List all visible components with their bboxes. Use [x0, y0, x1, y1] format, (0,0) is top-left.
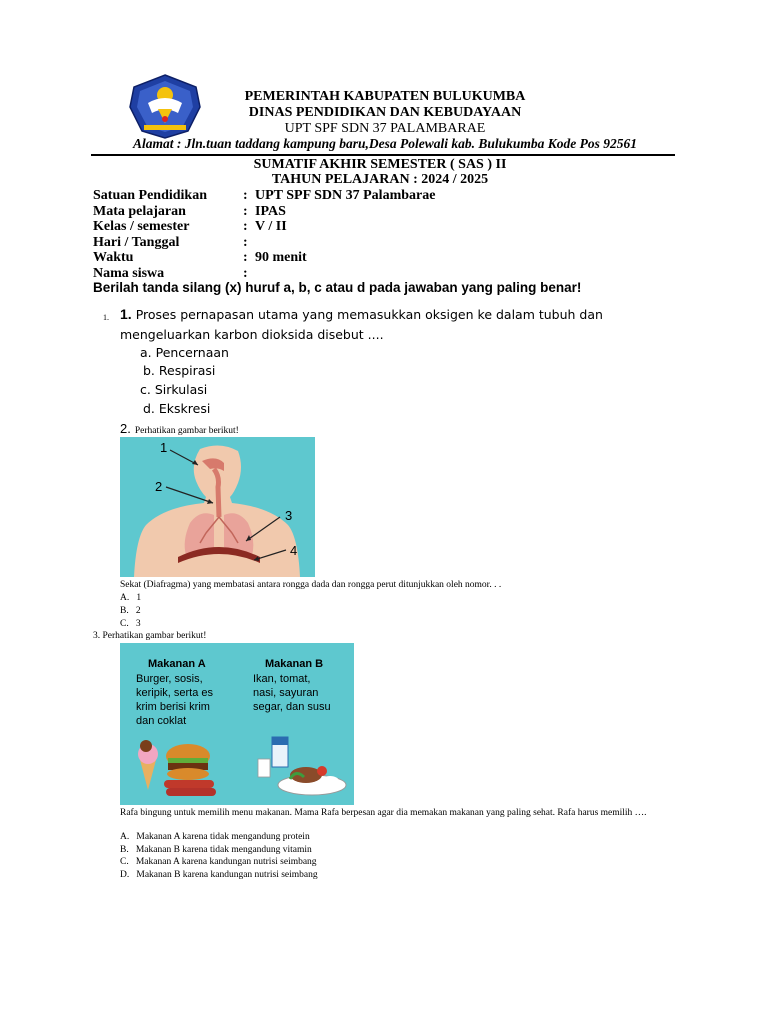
info-colon: : — [243, 234, 248, 250]
q1-option-a[interactable]: a. Pencernaan — [140, 345, 229, 360]
info-label: Mata pelajaran — [93, 203, 186, 219]
header-divider — [91, 154, 675, 156]
info-label: Nama siswa — [93, 265, 165, 281]
healthy-food-illustration — [250, 731, 350, 801]
option-letter: C. — [120, 857, 129, 867]
info-colon: : — [243, 265, 248, 281]
q3-option-a[interactable] — [120, 832, 310, 842]
diagram-label-4: 4 — [290, 543, 298, 558]
food-b-description — [253, 672, 331, 714]
info-label: Waktu — [93, 250, 134, 265]
option-letter: C. — [120, 619, 129, 629]
option-text: 1 — [136, 593, 142, 603]
food-a-description — [136, 672, 213, 728]
q1-text: Proses pernapasan utama yang memasukkan oksigen ke dalam tubuh dan mengeluarkan karbon dioksida disebut .... — [120, 307, 603, 342]
info-row — [93, 250, 435, 266]
info-label: Satuan Pendidikan — [93, 188, 207, 203]
q2-number: 2. — [120, 421, 131, 436]
student-info — [93, 188, 435, 281]
info-colon: : — [243, 188, 248, 203]
info-row — [93, 235, 435, 251]
diagram-label-2: 2 — [155, 479, 163, 494]
food-a-line: krim berisi krim — [136, 701, 210, 713]
junk-food-illustration — [130, 728, 230, 800]
food-a-line: dan coklat — [136, 715, 187, 727]
food-b-title: Makanan B — [265, 658, 324, 670]
food-a-title: Makanan A — [148, 658, 206, 670]
header-school: UPT SPF SDN 37 PALAMBARAE — [284, 121, 486, 136]
header-government: PEMERINTAH KABUPATEN BULUKUMBA — [244, 89, 526, 104]
info-label: Kelas / semester — [93, 219, 190, 234]
q2-option-b[interactable] — [120, 606, 141, 616]
diagram-label-1: 1 — [160, 440, 168, 455]
food-b-line: segar, dan susu — [253, 701, 331, 713]
option-letter: D. — [120, 870, 130, 880]
header-department: DINAS PENDIDIKAN DAN KEBUDAYAAN — [248, 105, 522, 120]
exam-year: TAHUN PELAJARAN : 2024 / 2025 — [271, 172, 489, 187]
q3-question: Rafa bingung untuk memilih menu makanan. Mama Rafa berpesan agar dia memakan makanan yang paling sehat. Rafa harus memilih …. — [120, 808, 647, 818]
info-row — [93, 188, 435, 204]
q2-option-a[interactable] — [120, 593, 141, 603]
instruction: Berilah tanda silang (x) huruf a, b, c atau d pada jawaban yang paling benar! — [93, 280, 582, 295]
option-letter: B. — [120, 845, 129, 855]
info-colon: : — [243, 219, 248, 234]
info-value: V / II — [255, 219, 287, 234]
exam-title: SUMATIF AKHIR SEMESTER ( SAS ) II — [253, 157, 507, 172]
food-b-line: Ikan, tomat, — [253, 673, 311, 685]
info-value: 90 menit — [255, 250, 307, 265]
q1-option-b[interactable]: b. Respirasi — [143, 363, 216, 378]
info-colon: : — [243, 250, 248, 265]
info-colon: : — [243, 203, 248, 219]
diagram-label-3: 3 — [285, 508, 293, 523]
info-row — [93, 204, 435, 220]
info-value: IPAS — [255, 203, 286, 219]
question-2-header — [120, 420, 239, 438]
q3-option-d[interactable] — [120, 870, 318, 880]
option-text: Makanan B karena tidak mengandung vitamin — [135, 845, 312, 855]
q1-option-d[interactable]: d. Ekskresi — [143, 401, 211, 416]
q1-option-c[interactable]: c. Sirkulasi — [140, 382, 208, 397]
option-text: 2 — [135, 606, 141, 616]
q2-question: Sekat (Diafragma) yang membatasi antara rongga dada dan rongga perut ditunjukkan oleh nomor. . . — [120, 580, 502, 590]
header-address: Alamat : Jln.tuan taddang kampung baru,Desa Polewali kab. Bulukumba Kode Pos 92561 — [132, 136, 638, 151]
food-b-line: nasi, sayuran — [253, 687, 319, 699]
option-text: Makanan A karena tidak mengandung protein — [136, 832, 310, 842]
q1-list-number: 1. — [103, 313, 109, 322]
q3-option-b[interactable] — [120, 845, 312, 855]
info-row — [93, 266, 435, 282]
food-a-line: keripik, serta es — [136, 687, 214, 699]
question-1 — [120, 305, 680, 345]
info-row — [93, 219, 435, 235]
q2-option-c[interactable] — [120, 619, 141, 629]
q2-intro: Perhatikan gambar berikut! — [134, 426, 239, 436]
option-letter: A. — [120, 593, 130, 603]
option-text: 3 — [135, 619, 141, 629]
q3-option-c[interactable] — [120, 857, 317, 867]
option-text: Makanan A karena kandungan nutrisi seimbang — [135, 857, 317, 867]
tut-wuri-handayani-logo — [128, 73, 202, 139]
option-letter: B. — [120, 606, 129, 616]
info-label: Hari / Tanggal — [93, 234, 180, 250]
q3-intro: 3. Perhatikan gambar berikut! — [93, 631, 207, 641]
food-comparison-image — [120, 643, 354, 805]
q1-number: 1. — [120, 306, 132, 322]
respiratory-system-image — [120, 437, 315, 577]
info-value: UPT SPF SDN 37 Palambarae — [255, 188, 436, 203]
food-a-line: Burger, sosis, — [136, 673, 203, 685]
option-letter: A. — [120, 832, 130, 842]
option-text: Makanan B karena kandungan nutrisi seimbang — [136, 870, 318, 880]
